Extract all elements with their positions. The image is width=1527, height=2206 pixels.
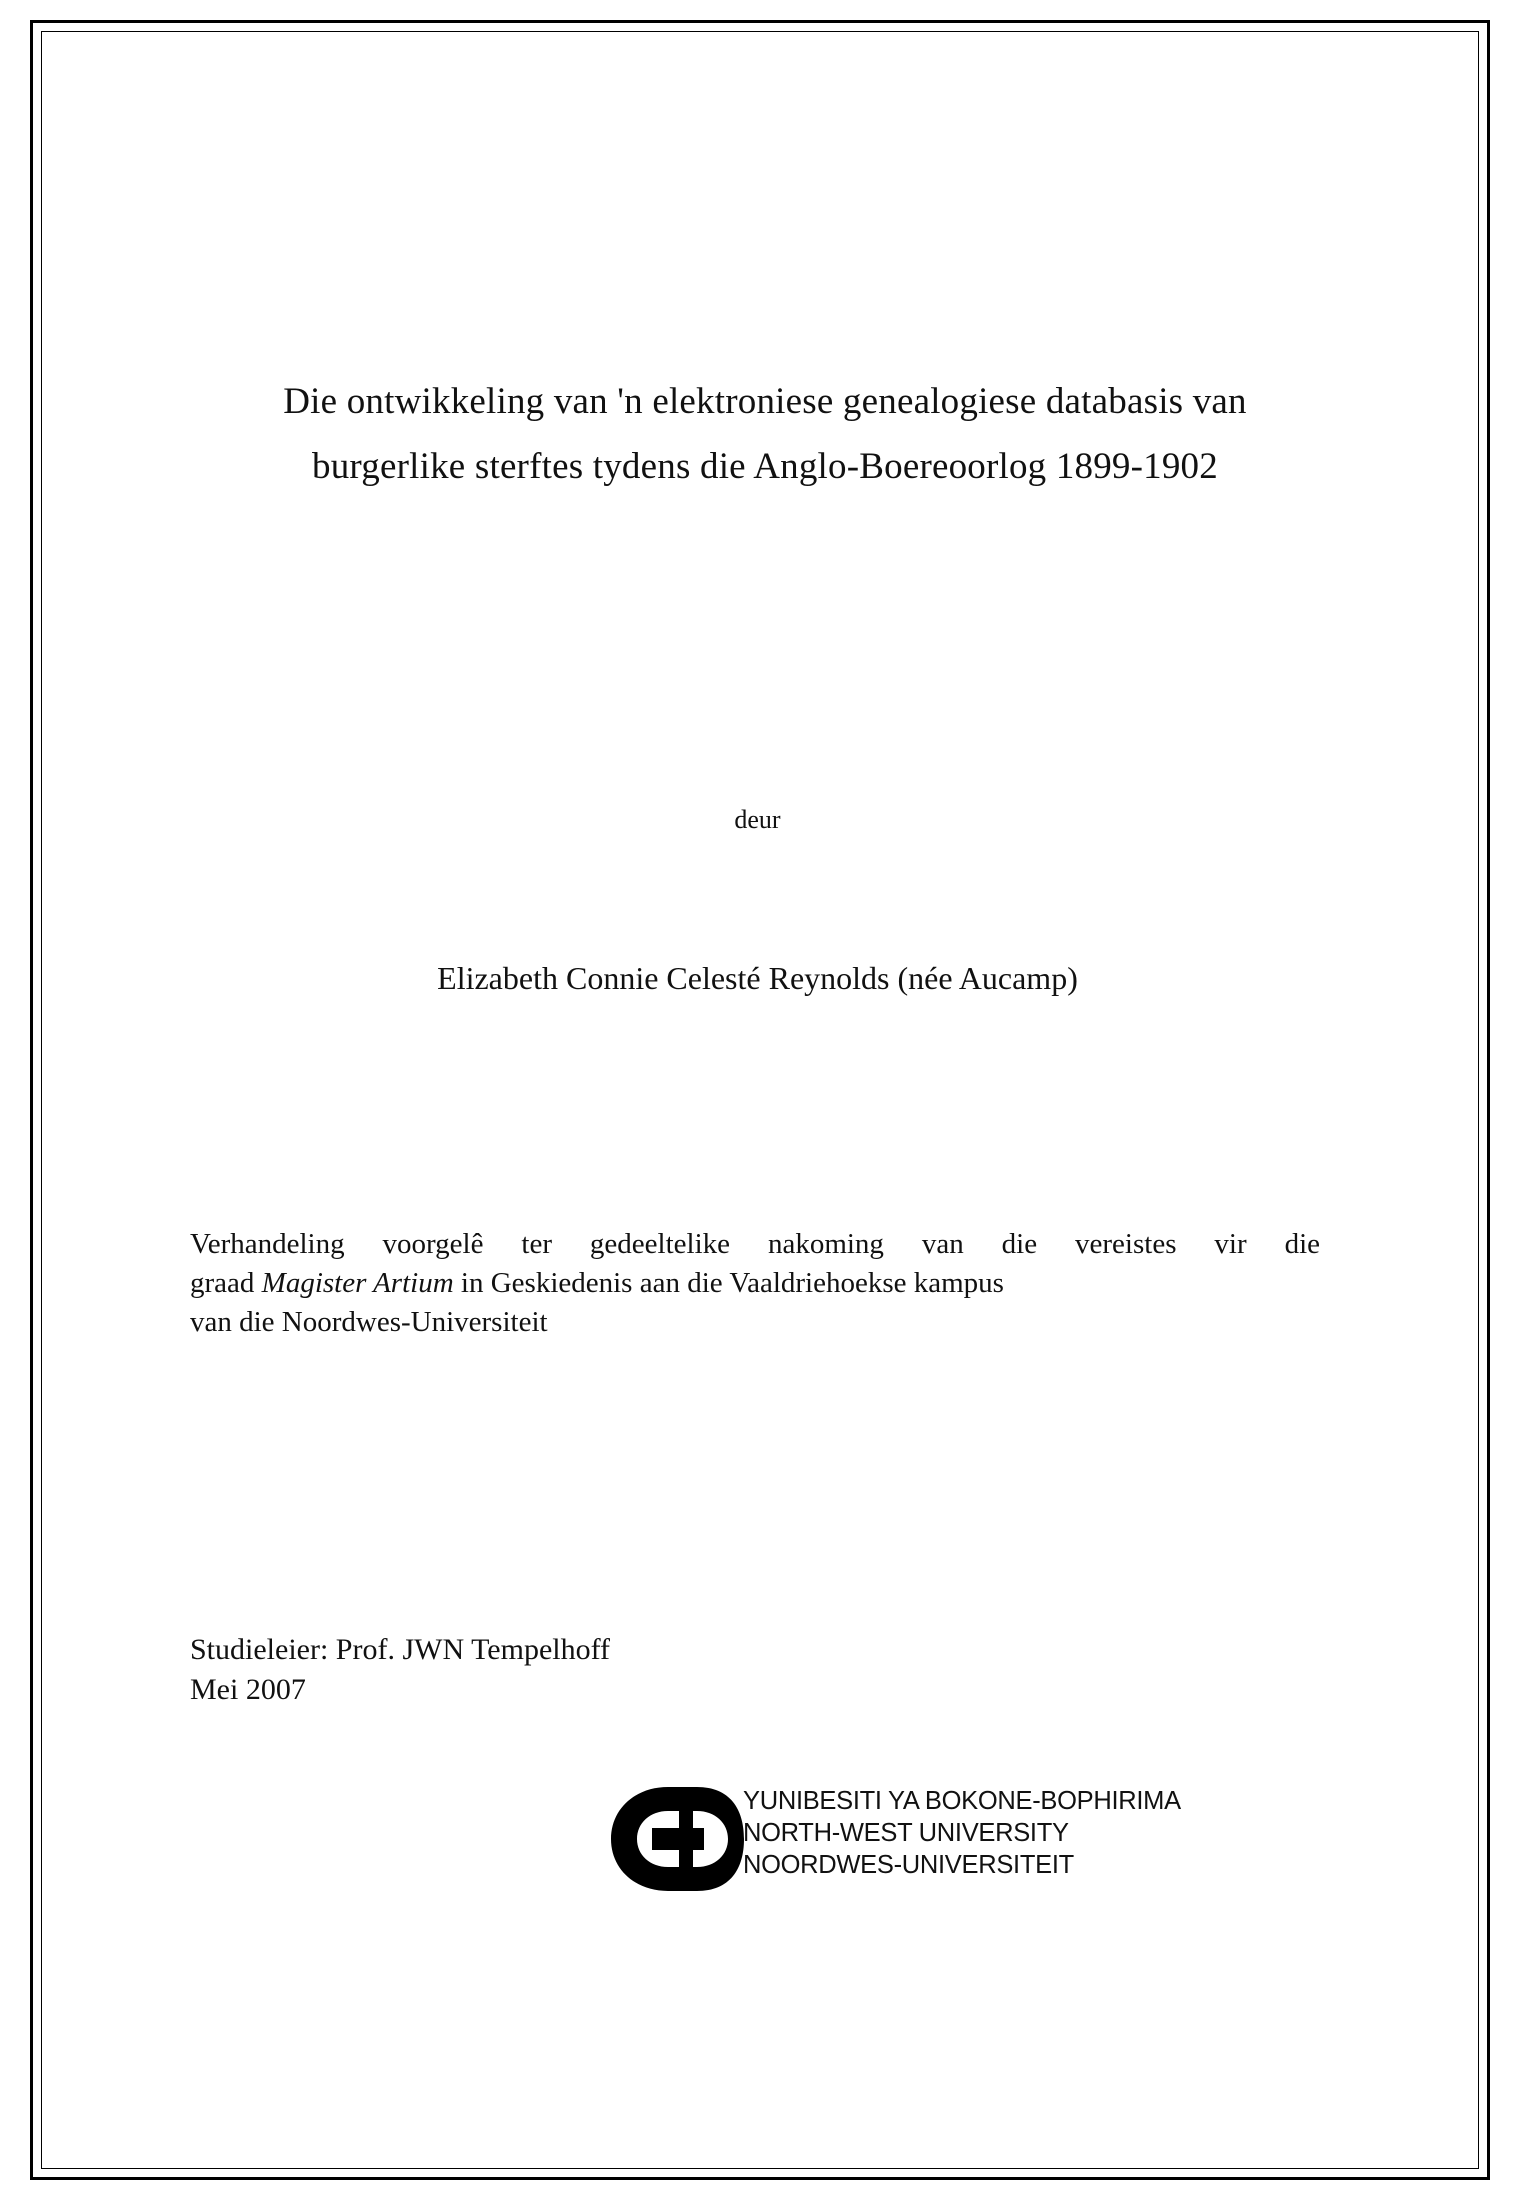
degree-statement-line-3: van die Noordwes-Universiteit (190, 1306, 548, 1339)
supervisor-line: Studieleier: Prof. JWN Tempelhoff (190, 1633, 611, 1666)
by-label: deur (734, 805, 781, 834)
author-name: Elizabeth Connie Celesté Reynolds (née Aucamp) (437, 960, 1078, 996)
logo-text-line-3: NOORDWES-UNIVERSITEIT (743, 1851, 1074, 1880)
logo-text-line-1: YUNIBESITI YA BOKONE-BOPHIRIMA (743, 1787, 1181, 1815)
supervisor-block (190, 1630, 1090, 1709)
university-logo-text (743, 1785, 1181, 1881)
page-title (185, 370, 1345, 500)
degree-name-italic: Magister Artium (261, 1267, 454, 1300)
north-west-university-logo-icon (605, 1783, 750, 1895)
degree-statement-line-2-pre: graad (190, 1267, 262, 1300)
title-line-2: burgerlike sterftes tydens die Anglo-Boereoorlog 1899-1902 (312, 445, 1218, 487)
degree-statement (190, 1225, 1320, 1342)
title-line-1: Die ontwikkeling van 'n elektroniese genealogiese databasis van (283, 381, 1247, 422)
title-page-content (150, 0, 1365, 2206)
logo-text-line-2: NORTH-WEST UNIVERSITY (743, 1819, 1069, 1848)
university-logo (605, 1783, 1245, 1903)
date-line: Mei 2007 (190, 1672, 306, 1706)
degree-statement-line-1: Verhandeling voorgelê ter gedeeltelike nakoming van die vereistes vir die (190, 1228, 1320, 1260)
degree-statement-line-2-post: in Geskiedenis aan die Vaaldriehoekse kampus (453, 1267, 1004, 1300)
degree-statement-line-2 (190, 1264, 1320, 1303)
